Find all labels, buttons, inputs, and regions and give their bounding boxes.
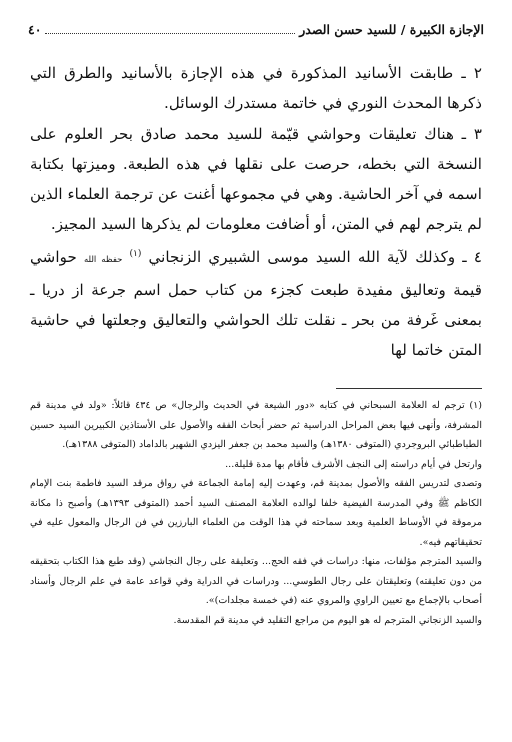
paragraph-2: ٢ ـ طابقت الأسانيد المذكورة في هذه الإجازة بالأسانيد والطرق التي ذكرها المحدث النوري في خاتمة مستدرك الوسائل. bbox=[30, 64, 482, 112]
footnote-continuation-4: والسيد الزنجاني المترجم له هو اليوم من مراجع التقليد في مدينة قم المقدسة. bbox=[173, 614, 482, 626]
footnote-continuation-1: وارتحل في أيام دراسته إلى النجف الأشرف فأقام بها مدة قليلة... bbox=[225, 458, 482, 470]
paragraph-3: ٣ ـ هناك تعليقات وحواشي قيّمة للسيد محمد صادق بحر العلوم على النسخة التي بخطه، حرصت على نقلها في هذه الطبعة. وميزتها بكتابة اسمه في آخر الحاشية. وهي في مجموعها أغنت عن ترجمة العلماء الذين لم يترجم لهم في المتن، أو أضافت معلومات لم يذكرها السيد المجيز. bbox=[30, 125, 482, 233]
footnote-1: (١) ترجم له العلامة السبحاني في كتابه «دور الشيعة في الحديث والرجال» ص ٤٣٤ قائلاً: «ولد في مدينة قم المشرفة، وأنهى فيها بعض المراحل الدراسية ثم حضر أبحاث الفقه والأصول على الأستاذين الكبيرين السيد حسين الطباطبائي البروجردي (المتوفى ١٣٨٠هـ) والسيد محمد بن جعفر اليزدي الشهير بالداماد (المتوفى ١٣٨٨هـ). bbox=[30, 400, 482, 450]
paragraph-4-start: ٤ ـ وكذلك لآية الله السيد موسى الشبيري الزنجاني bbox=[148, 248, 483, 267]
running-header bbox=[28, 22, 484, 42]
paragraph-4 bbox=[30, 239, 482, 365]
footnote-reference[interactable]: (١) bbox=[129, 249, 142, 259]
main-text bbox=[30, 58, 482, 365]
honorific: حفظه الله bbox=[83, 255, 123, 266]
footnote-continuation-3: والسيد المترجم مؤلفات، منها: دراسات في فقه الحج... وتعليقة على رجال النجاشي (وقد طبع هذا الكتاب بتحقيقه من دون تعليقته) وتعليقتان على رجال الطوسي... ودراسات في الدراية وفي قواعد عامة في علم الرجال وأسناد أصحاب بالإجماع مع تعيين الراوي والمروي عنه (في خمسة مجلدات)». bbox=[30, 556, 482, 606]
paragraph-4-rest: حواشي قيمة وتعاليق مفيدة طبعت كجزء من كتاب حمل اسم جرعة از دريا ـ بمعنى غَرفة من بحر ـ نقلت تلك الحواشي والتعاليق وجعلتها في حاشية المتن خاتما لها bbox=[30, 248, 482, 360]
footnote-continuation-2: وتصدى لتدريس الفقه والأصول بمدينة قم، وعهدت إليه إمامة الجماعة في رواق مرقد السيد فاطمة بنت الإمام الكاظم ﷺ وفي المدرسة الفيضية خلفا لوالده العلامة المصنف السيد أحمد (المتوفى ١٣٩٣هـ) وأصبح ذا مكانة مرموقة في الأوساط العلمية وبعد سماحته في هذا الوقت من العلماء البارزين في فن الرجال والمعول عليه في تحقيقاتهم فيه». bbox=[30, 478, 483, 548]
header-leader-dots bbox=[45, 33, 295, 34]
page-number: ٤٠ bbox=[28, 22, 42, 37]
footnote-separator bbox=[336, 388, 482, 389]
running-title: الإجازة الكبيرة / للسيد حسن الصدر bbox=[299, 22, 484, 37]
footnotes bbox=[30, 396, 482, 630]
